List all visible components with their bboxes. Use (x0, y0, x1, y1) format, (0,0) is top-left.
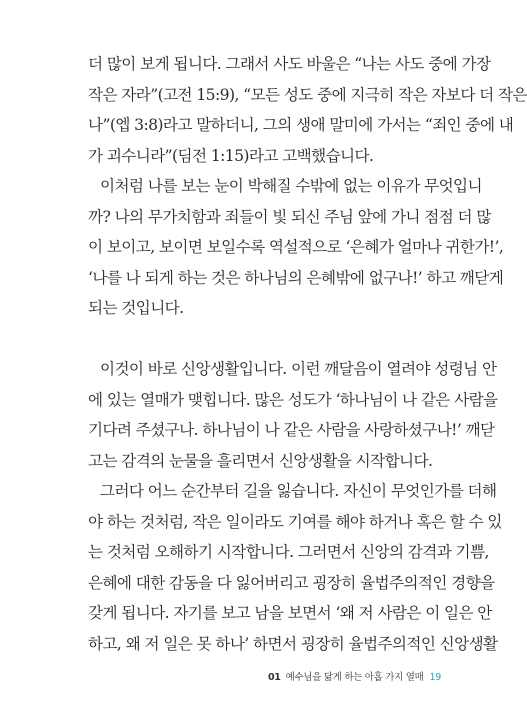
text-line: ‘나를 나 되게 하는 것은 하나님의 은혜밖에 없구나!’ 하고 깨닫게 (88, 268, 504, 287)
text-line: 더 많이 보게 됩니다. 그래서 사도 바울은 “나는 사도 중에 가장 (88, 55, 491, 73)
text-line: 이것이 바로 신앙생활입니다. 이런 깨달음이 열려야 성령님 안 (100, 360, 497, 378)
chapter-number: 01 (268, 672, 281, 683)
text-line: 까? 나의 무가치함과 죄들이 빛 되신 주님 앞에 가니 점점 더 많 (88, 207, 491, 226)
text-block-2 (88, 354, 502, 659)
text-line: 야 하는 것처럼, 작은 일이라도 기여를 해야 하거나 혹은 할 수 있 (88, 512, 502, 531)
text-line: 고는 감격의 눈물을 흘리면서 신앙생활을 시작합니다. (88, 451, 433, 470)
text-line: 하고, 왜 저 일은 못 하나’ 하면서 굉장히 율법주의적인 신앙생활 (88, 634, 498, 653)
text-line: 에 있는 열매가 맺힙니다. 많은 성도가 ‘하나님이 나 같은 사람을 (88, 390, 498, 409)
running-footer (268, 669, 442, 683)
text-line: 그러다 어느 순간부터 길을 잃습니다. 자신이 무엇인가를 더해 (100, 482, 497, 500)
text-line: 가 괴수니라”(딤전 1:15)라고 고백했습니다. (88, 146, 374, 165)
text-line: 갖게 됩니다. 자기를 보고 남을 보면서 ‘왜 저 사람은 이 일은 안 (88, 604, 492, 622)
page-number: 19 (429, 672, 442, 683)
text-line: 은혜에 대한 감동을 다 잃어버리고 굉장히 율법주의적인 경향을 (88, 573, 495, 592)
text-line: 작은 자라”(고전 15:9), “모든 성도 중에 지극히 작은 자보다 더 작은 (88, 85, 527, 104)
text-block-1 (88, 49, 527, 324)
chapter-title: 예수님을 닮게 하는 아홉 가지 열매 (285, 672, 424, 683)
text-line: 되는 것입니다. (88, 299, 184, 317)
text-line: 이 보이고, 보이면 보일수록 역설적으로 ‘은혜가 얼마나 귀한가!’, (88, 238, 504, 256)
text-line: 이처럼 나를 보는 눈이 박해질 수밖에 없는 이유가 무엇입니 (100, 177, 482, 195)
text-line: 기다려 주셨구나. 하나님이 나 같은 사람을 사랑하셨구나!’ 깨닫 (88, 421, 495, 439)
text-line: 는 것처럼 오해하기 시작합니다. 그러면서 신앙의 감격과 기쁨, (88, 543, 489, 561)
text-line: 나”(엡 3:8)라고 말하더니, 그의 생애 말미에 가서는 “죄인 중에 내 (88, 116, 514, 134)
